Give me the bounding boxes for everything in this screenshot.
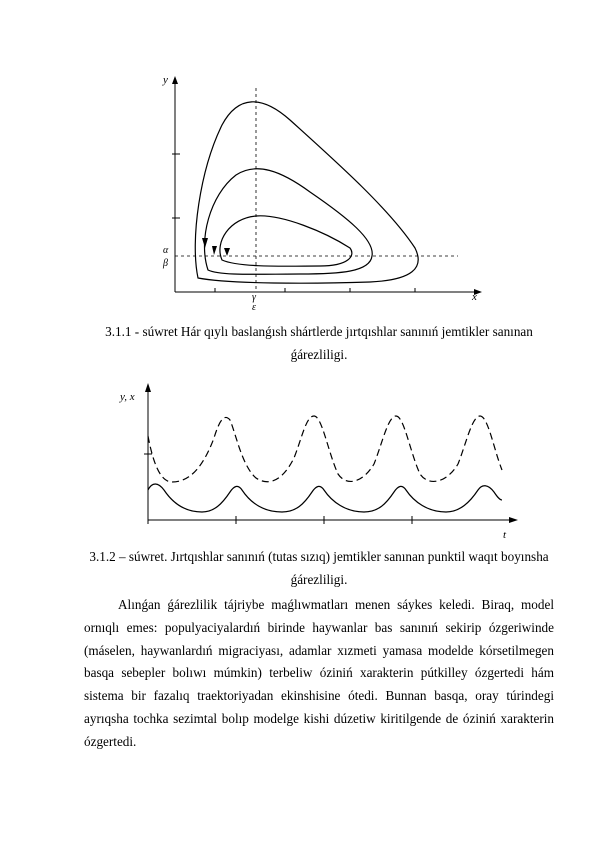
y-axis-label: y xyxy=(163,74,168,86)
inner-orbit xyxy=(220,216,352,266)
alpha-label: α xyxy=(163,245,169,256)
prey-dashed-curve xyxy=(148,416,502,482)
outer-orbit xyxy=(195,102,418,283)
orbit-direction-arrow xyxy=(212,246,217,255)
t-axis-label: t xyxy=(503,529,507,538)
figure1-caption: 3.1.1 - súwret Hár qıylı baslanǵısh shártlerde jırtqıshlar sanınıń jemtikler sanınan ǵárezliligi. xyxy=(105,324,533,362)
time-series-figure xyxy=(110,378,525,538)
orbit-direction-arrow xyxy=(202,238,208,248)
epsilon-label: ε xyxy=(252,302,256,310)
middle-orbit xyxy=(204,169,372,275)
y-axis-arrow xyxy=(172,76,178,84)
gamma-label: γ xyxy=(252,292,256,303)
t-axis-arrow xyxy=(509,517,518,523)
orbit-direction-arrow xyxy=(224,248,230,256)
body-paragraph: Alınǵan ǵárezlilik tájriybe maǵlıwmatları menen sáykes keledi. Biraq, model ornıqlı emes: populyaciyalardıń birinde haywanlar bas sanınıń sekirip ózgeriwinde (máselen, haywanlardıń migraciyası, adamlar xızmeti yamasa modelde kórsetilmegen basqa sebepler bolıwı múmkin) terbeliw óziniń xarakterin pútkilley ózgertedi hám sistema bir fazalıq traektoriyadan ekinshisine ótedi. Bunnan basqa, oray túrindegi ayrıqsha tochka sezimtal bolıp modelge kishi dúzetiw kiritilgende de óziniń xarakterin ózgertedi. xyxy=(84,597,554,749)
y-axis-arrow xyxy=(145,383,151,392)
y-axis-label: y, x xyxy=(120,391,135,403)
phase-portrait-figure xyxy=(150,70,490,310)
figure2-caption: 3.1.2 – súwret. Jırtqıshlar sanınıń (tutas sızıq) jemtikler sanınan punktil waqıt boyınsha ǵárezliligi. xyxy=(89,549,549,587)
x-axis-label: x xyxy=(472,291,477,303)
beta-label: β xyxy=(163,258,168,269)
predator-solid-curve xyxy=(148,484,502,512)
